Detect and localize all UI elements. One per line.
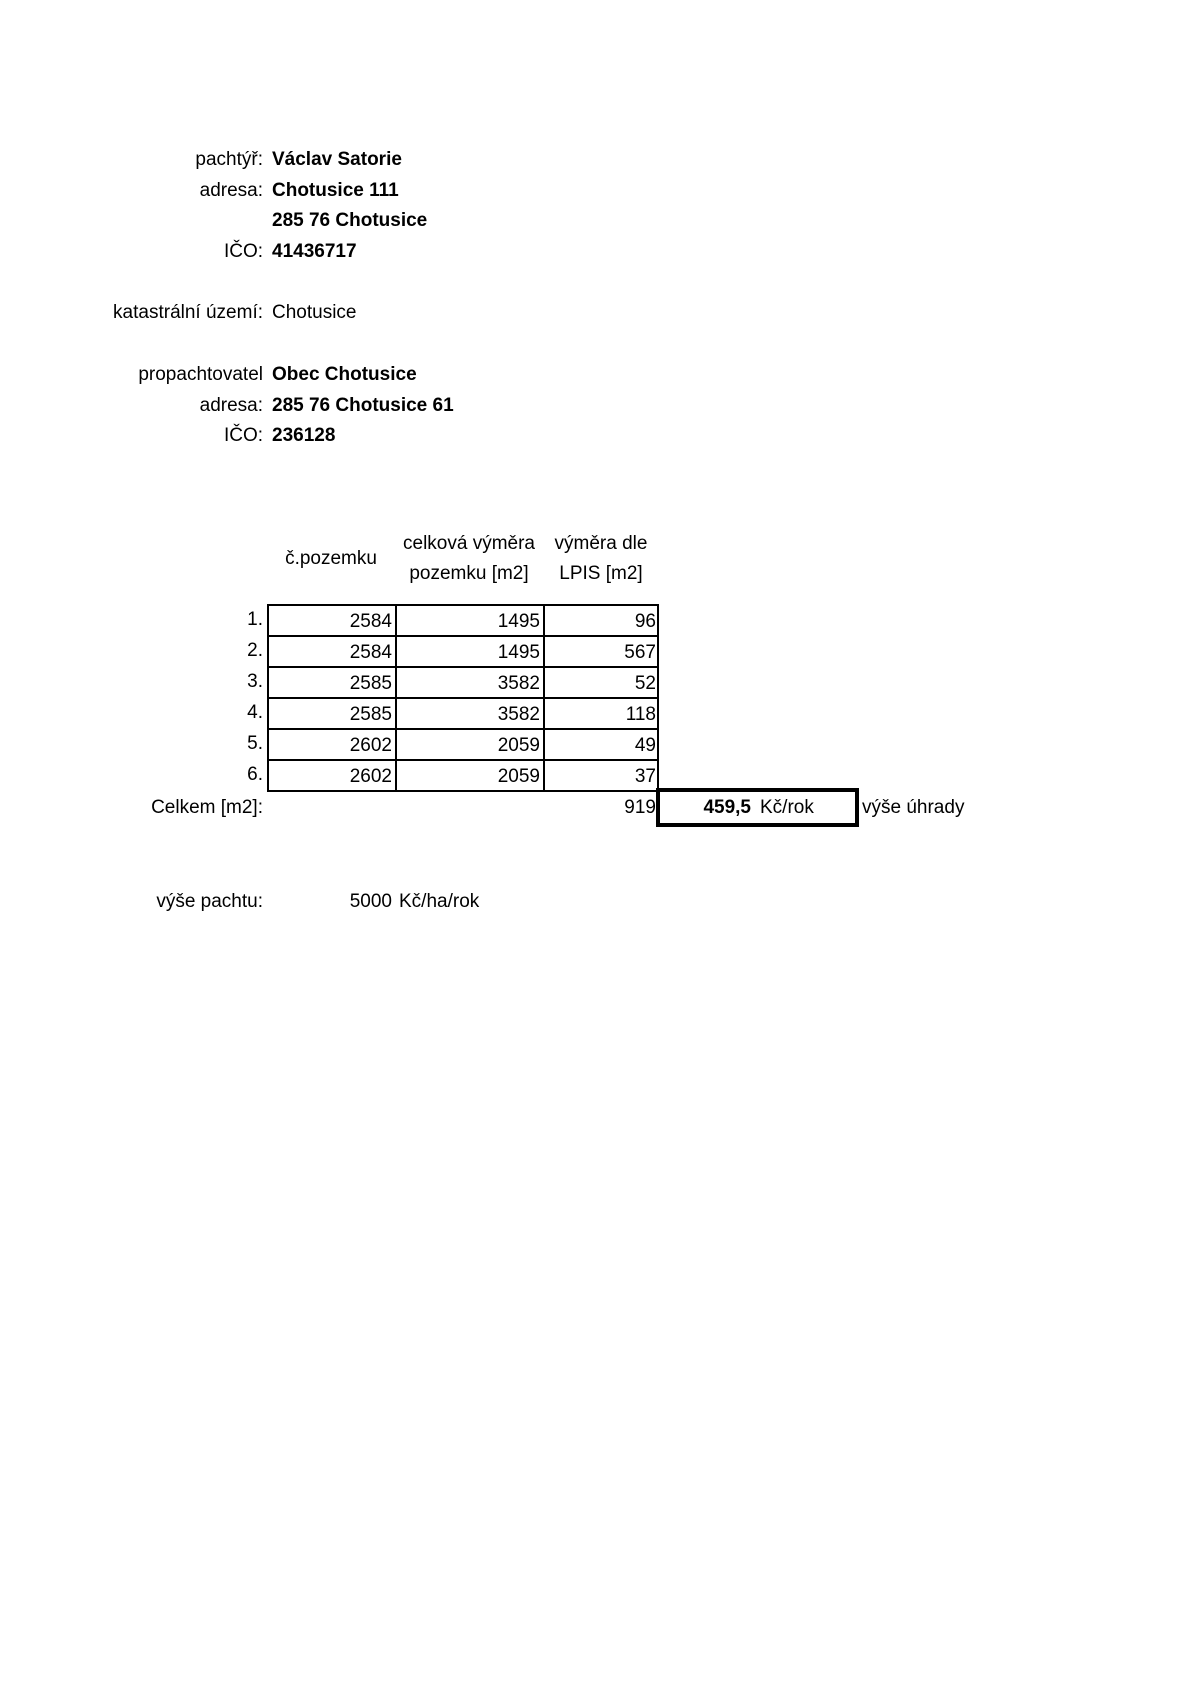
tenant-ico: 41436717 <box>272 241 357 262</box>
lessor-ico-label: IČO: <box>223 425 263 446</box>
lessor-address-label: adresa: <box>199 395 263 416</box>
cadastral-value: Chotusice <box>272 302 357 323</box>
total-area-cell: 1495 <box>395 635 543 666</box>
payment-label: výše úhrady <box>862 797 965 818</box>
total-area-cell: 2059 <box>395 759 543 790</box>
parcel-cell: 2585 <box>267 697 395 728</box>
lpis-area-cell: 37 <box>543 759 659 790</box>
total-area-cell: 3582 <box>395 666 543 697</box>
lessor-label: propachtovatel <box>138 364 263 385</box>
tenant-address-label: adresa: <box>199 180 263 201</box>
total-lpis-value: 919 <box>624 797 656 818</box>
parcel-cell: 2602 <box>267 728 395 759</box>
lessor-name: Obec Chotusice <box>272 364 417 385</box>
total-area-cell: 3582 <box>395 697 543 728</box>
lpis-area-cell: 96 <box>543 604 659 635</box>
rent-label: výše pachtu: <box>156 891 263 912</box>
row-number: 5. <box>247 733 263 754</box>
lpis-area-cell: 118 <box>543 697 659 728</box>
parcel-cell: 2584 <box>267 604 395 635</box>
header-lpis-line2: LPIS [m2] <box>559 563 643 584</box>
row-number: 1. <box>247 609 263 630</box>
lessor-address: 285 76 Chotusice 61 <box>272 395 454 416</box>
total-label: Celkem [m2]: <box>151 797 263 818</box>
payment-unit: Kč/rok <box>760 797 814 818</box>
row-number: 3. <box>247 671 263 692</box>
tenant-ico-label: IČO: <box>223 241 263 262</box>
rent-value: 5000 <box>349 891 392 912</box>
lpis-area-cell: 49 <box>543 728 659 759</box>
total-area-cell: 2059 <box>395 728 543 759</box>
lessor-ico: 236128 <box>272 425 336 446</box>
tenant-label: pachtýř: <box>195 149 263 170</box>
row-number: 4. <box>247 702 263 723</box>
row-number: 6. <box>247 764 263 785</box>
parcel-cell: 2602 <box>267 759 395 790</box>
cadastral-label: katastrální území: <box>113 302 263 323</box>
header-parcel: č.pozemku <box>285 548 377 569</box>
payment-amount: 459,5 <box>703 797 751 818</box>
header-lpis-line1: výměra dle <box>554 533 648 554</box>
header-total-area-line2: pozemku [m2] <box>409 563 529 584</box>
payment-box <box>656 788 859 827</box>
rent-unit: Kč/ha/rok <box>399 891 480 912</box>
parcel-cell: 2585 <box>267 666 395 697</box>
lpis-area-cell: 567 <box>543 635 659 666</box>
tenant-name: Václav Satorie <box>272 149 402 170</box>
parcel-cell: 2584 <box>267 635 395 666</box>
tenant-address-line1: Chotusice 111 <box>272 180 399 201</box>
header-total-area-line1: celková výměra <box>403 533 535 554</box>
total-area-cell: 1495 <box>395 604 543 635</box>
tenant-address-line2: 285 76 Chotusice <box>272 210 428 231</box>
lpis-area-cell: 52 <box>543 666 659 697</box>
row-number: 2. <box>247 640 263 661</box>
